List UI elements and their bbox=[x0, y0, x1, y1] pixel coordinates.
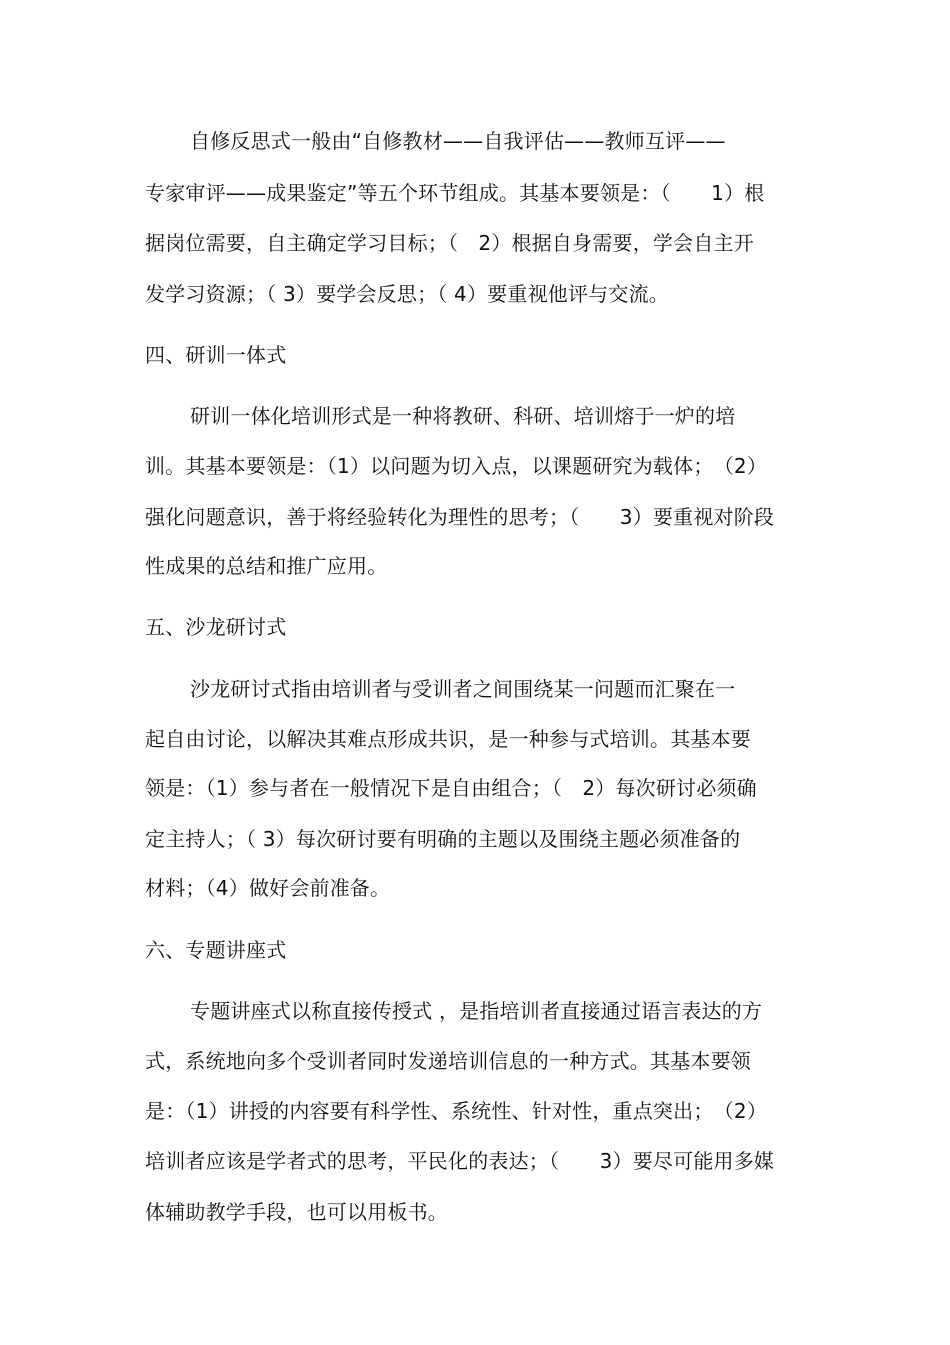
paragraph-3-line-2: 起自由讨论，以解决其难点形成共识，是一种参与式培训。其基本要 bbox=[145, 727, 751, 751]
paragraph-1-line-3: 据岗位需要，自主确定学习目标；（ 2）根据自身需要，学会自主开 bbox=[145, 231, 754, 255]
paragraph-4-line-2: 式，系统地向多个受训者同时发递培训信息的一种方式。其基本要领 bbox=[145, 1049, 751, 1073]
paragraph-2-line-3: 强化问题意识，善于将经验转化为理性的思考；（ 3）要重视对阶段 bbox=[145, 505, 775, 529]
paragraph-3-line-3: 领是：（1）参与者在一般情况下是自由组合；（ 2）每次研讨必须确 bbox=[145, 776, 757, 800]
paragraph-1-line-2: 专家审评——成果鉴定”等五个环节组成。其基本要领是：（ 1）根 bbox=[145, 181, 765, 205]
paragraph-2-line-2: 训。其基本要领是：（1）以问题为切入点，以课题研究为载体； （2） bbox=[145, 454, 768, 478]
section-heading-4: 四、研训一体式 bbox=[145, 343, 287, 367]
paragraph-1-line-4: 发学习资源；（ 3）要学会反思；（ 4）要重视他评与交流。 bbox=[145, 282, 669, 306]
paragraph-2-line-1: 研训一体化培训形式是一种将教研、科研、培训熔于一炉的培 bbox=[190, 404, 736, 428]
section-heading-6: 六、专题讲座式 bbox=[145, 938, 287, 962]
paragraph-3-line-4: 定主持人；（ 3）每次研讨要有明确的主题以及围绕主题必须准备的 bbox=[145, 827, 741, 851]
paragraph-4-line-4: 培训者应该是学者式的思考，平民化的表达；（ 3）要尽可能用多媒 bbox=[145, 1149, 775, 1173]
paragraph-2-line-4: 性成果的总结和推广应用。 bbox=[145, 554, 388, 578]
paragraph-4-line-1: 专题讲座式以称直接传授式 ，是指培训者直接通过语言表达的方 bbox=[190, 999, 763, 1023]
paragraph-4-line-3: 是：（1）讲授的内容要有科学性、系统性、针对性，重点突出； （2） bbox=[145, 1099, 768, 1123]
paragraph-4-line-5: 体辅助教学手段，也可以用板书。 bbox=[145, 1200, 448, 1224]
paragraph-3-line-1: 沙龙研讨式指由培训者与受训者之间围绕某一问题而汇聚在一 bbox=[190, 677, 736, 701]
section-heading-5: 五、沙龙研讨式 bbox=[145, 615, 287, 639]
paragraph-3-line-5: 材料；（4）做好会前准备。 bbox=[145, 876, 391, 900]
paragraph-1-line-1: 自修反思式一般由“自修教材——自我评估——教师互评—— bbox=[190, 129, 726, 153]
